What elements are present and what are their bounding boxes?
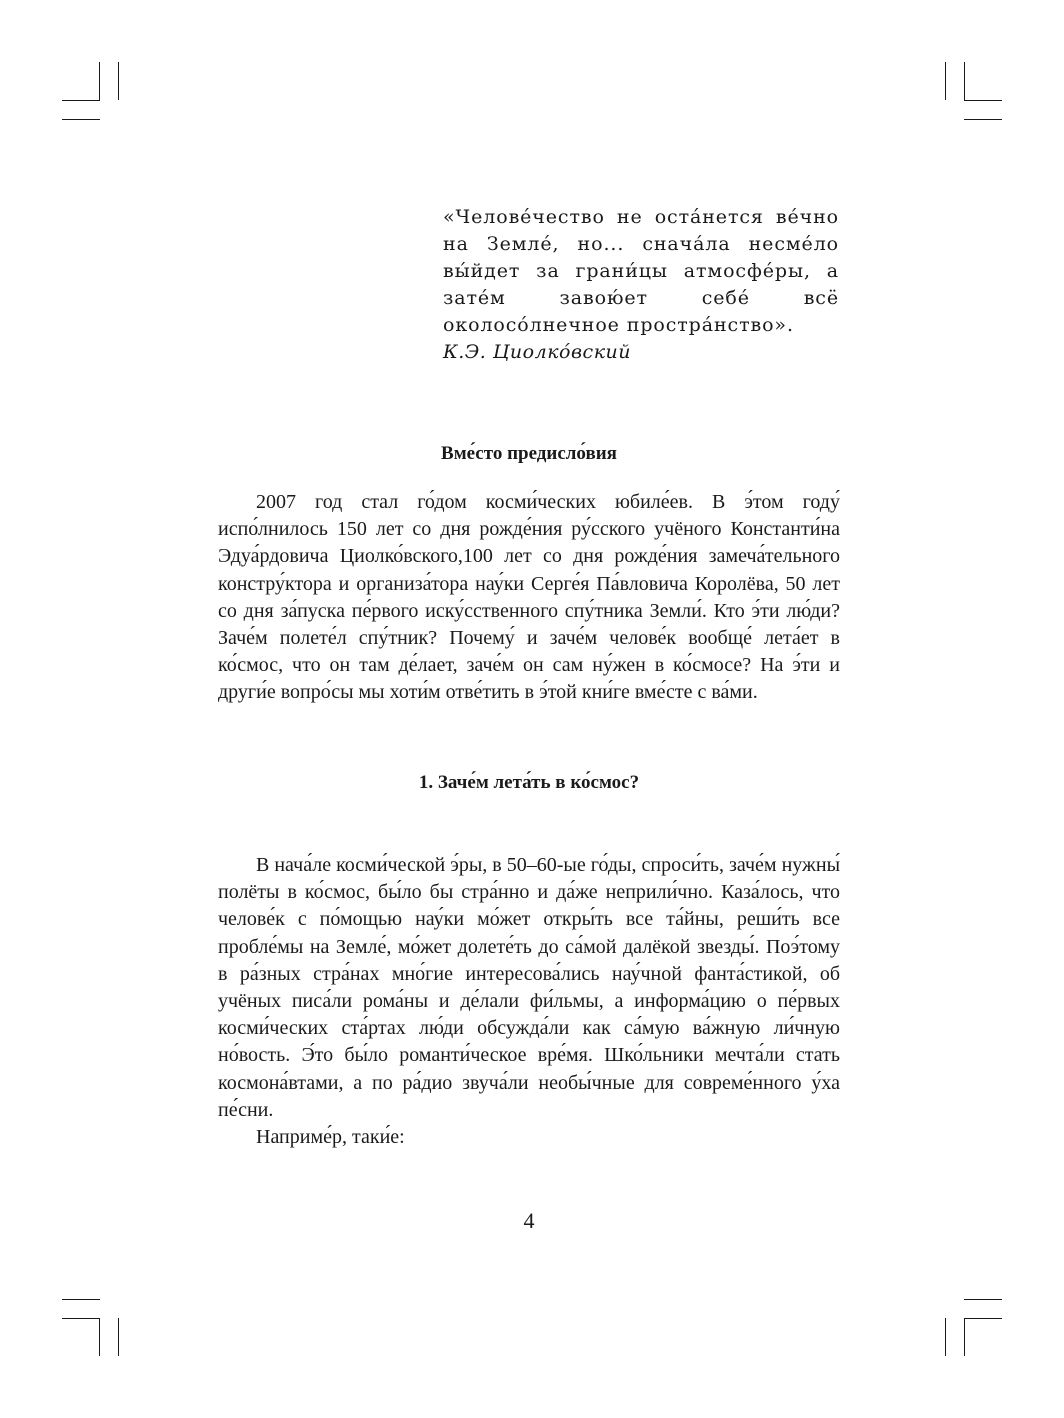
section-body-why-space — [218, 852, 840, 1151]
crop-mark — [945, 1318, 946, 1356]
crop-mark — [964, 100, 1002, 101]
crop-mark — [62, 1318, 100, 1319]
epigraph — [443, 204, 839, 366]
crop-mark — [99, 1318, 100, 1356]
crop-mark — [62, 119, 100, 120]
crop-mark — [118, 62, 119, 100]
paragraph: Наприме́р, таки́е: — [256, 1126, 405, 1149]
crop-mark — [964, 1318, 965, 1356]
crop-mark — [964, 62, 965, 101]
crop-mark — [62, 100, 100, 101]
epigraph-author: К.Э. Циолко́вский — [443, 341, 632, 363]
crop-mark — [62, 1299, 100, 1300]
paragraph: В нача́ле косми́ческой э́ры, в 50–60-ые го́ды, спроси́ть, заче́м нужны́ полёты в ко́смос, бы́ло бы стра́нно и да́же неприли́чно. Каза́лось, что челове́к с по́мощью нау́ки мо́жет откры́ть все та́йны, реши́ть все пробле́мы на Земле́, мо́жет долете́ть до са́мой далёкой звезды́. Поэ́тому в ра́зных стра́нах мно́гие интересова́лись нау́чной фанта́стикой, об учёных писа́ли рома́ны и де́лали фи́льмы, а информа́цию о пе́рвых косми́ческих ста́ртах лю́ди обсужда́ли как са́мую ва́жную ли́чную но́вость. Э́то бы́ло романти́ческое вре́мя. Шко́льники мечта́ли стать космона́втами, а по ра́дио звуча́ли необы́чные для совреме́нного у́ха пе́сни. — [218, 854, 840, 1121]
epigraph-quote: «Челове́чество не оста́нется ве́чно на Земле́, но... снача́ла несме́ло вы́йдет за грани́цы атмосфе́ры, а зате́м завою́ет себе́ всё околосо́лнечное простра́нство». — [443, 206, 839, 336]
crop-mark — [118, 1318, 119, 1356]
crop-mark — [964, 1318, 1002, 1319]
section-body-foreword — [218, 489, 840, 707]
section-heading-foreword: Вме́сто предисло́вия — [441, 443, 617, 464]
crop-mark — [99, 62, 100, 101]
paragraph: 2007 год стал го́дом косми́ческих юбиле́ев. В э́том году́ испо́лнилось 150 лет со дня рожде́ния ру́сского учёного Константи́на Эдуа́рдовича Циолко́вского,100 лет со дня рожде́ния замеча́тельного констру́ктора и организа́тора нау́ки Серге́я Па́вловича Королёва, 50 лет со дня за́пуска пе́рвого иску́сственного спу́тника Земли́. Кто э́ти лю́ди? Заче́м полете́л спу́тник? Почему́ и заче́м челове́к вообще́ лета́ет в ко́смос, что он там де́лает, заче́м он сам ну́жен в ко́смосе? На э́ти и други́е вопро́сы мы хоти́м отве́тить в э́той кни́ге вме́сте с ва́ми. — [218, 491, 840, 704]
crop-mark — [964, 1299, 1002, 1300]
page-number: 4 — [523, 1208, 535, 1233]
section-heading-why-space: 1. Заче́м лета́ть в ко́смос? — [418, 772, 640, 793]
crop-mark — [945, 62, 946, 100]
crop-mark — [964, 119, 1002, 120]
